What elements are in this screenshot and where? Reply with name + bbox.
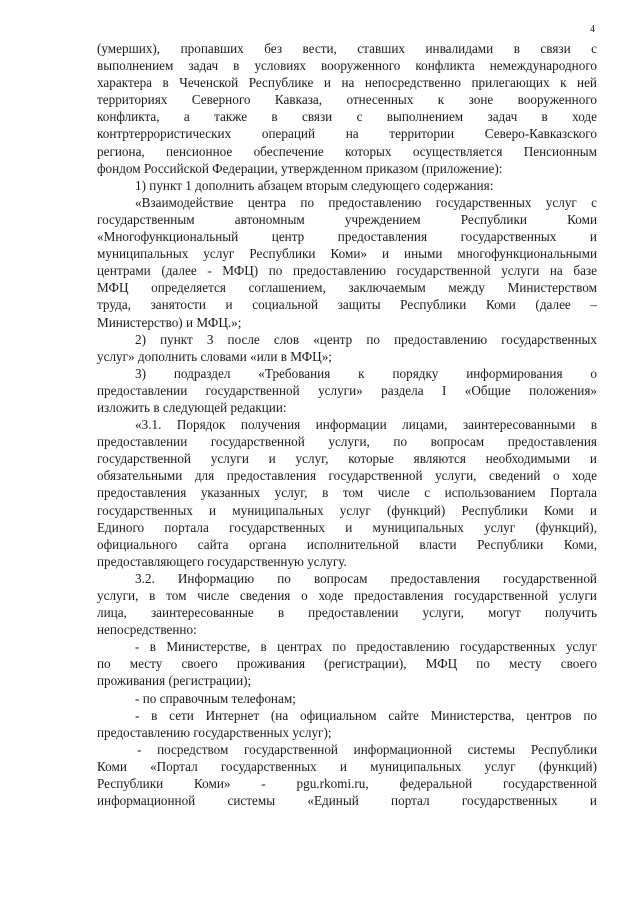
text-line: обязательными для предоставления государственной услуги, сведений о ходе xyxy=(97,468,597,484)
text-line: 3.2. Информацию по вопросам предоставления государственной xyxy=(135,570,597,586)
text-line: проживания (регистрации); xyxy=(97,673,252,689)
text-line: государственной услуги и услуг, которые являются необходимыми и xyxy=(97,451,597,467)
text-line: непосредственно: xyxy=(97,622,197,638)
text-line: выполнением задач в условиях вооруженного конфликта немеждународного xyxy=(97,58,597,74)
page-number: 4 xyxy=(590,24,595,35)
text-line: муниципальных услуг Республики Коми» и иными многофункциональными xyxy=(97,246,597,262)
text-line: конфликта, а также в связи с выполнением задач в ходе xyxy=(97,109,597,125)
text-line: Министерство) и МФЦ.»; xyxy=(97,314,242,330)
text-line: контртеррористических операций на территории Северо-Кавказского xyxy=(97,126,597,142)
text-line: изложить в следующей редакции: xyxy=(97,399,287,415)
text-line: фондом Российской Федерации, утвержденном приказом (приложение): xyxy=(97,160,503,176)
text-line: предоставления указанных услуг, в том числе с использованием Портала xyxy=(97,485,597,501)
text-line: «Многофункциональный центр предоставления государственных и xyxy=(97,229,597,245)
document-body xyxy=(97,40,597,809)
text-line: - по справочным телефонам; xyxy=(135,690,296,706)
text-line: Единого портала государственных и муниципальных услуг (функций), xyxy=(97,519,597,535)
text-line: региона, пенсионное обеспечение которых осуществляется Пенсионным xyxy=(97,143,597,159)
text-line: услуги, в том числе сведения о ходе предоставления государственной услуги xyxy=(97,588,597,603)
text-line: - в сети Интернет (на официальном сайте Министерства, центров по xyxy=(135,707,597,723)
text-line: центрами (далее - МФЦ) по предоставлению государственной услуги на базе xyxy=(97,263,597,279)
text-line: предоставлении государственной услуги» раздела I «Общие положения» xyxy=(97,382,597,398)
text-line: официального сайта органа исполнительной власти Республики Коми, xyxy=(97,536,597,552)
text-line: (умерших), пропавших без вести, ставших инвалидами в связи с xyxy=(97,41,597,56)
text-line: государственных и муниципальных услуг (функций) Республики Коми и xyxy=(97,502,597,518)
text-line: предоставляющего государственную услугу. xyxy=(97,553,347,569)
text-line: Республики Коми» - pgu.rkomi.ru, федеральной государственной xyxy=(97,776,597,792)
text-line: 3) подраздел «Требования к порядку информирования о xyxy=(135,365,597,381)
text-line: «Взаимодействие центра по предоставлению государственных услуг с xyxy=(135,194,597,210)
text-line: труда, занятости и социальной защиты Республики Коми (далее – xyxy=(97,297,597,313)
text-line: Коми «Портал государственных и муниципальных услуг (функций) xyxy=(97,758,597,774)
text-line: по месту своего проживания (регистрации), МФЦ по месту своего xyxy=(97,656,597,672)
text-line: государственным автономным учреждением Республики Коми xyxy=(97,211,597,227)
text-line: услуг» дополнить словами «или в МФЦ»; xyxy=(97,348,332,364)
text-line: 1) пункт 1 дополнить абзацем вторым следующего содержания: xyxy=(135,177,494,193)
text-line: лица, заинтересованные в предоставлении услуги, могут получить xyxy=(97,605,597,621)
text-line: «3.1. Порядок получения информации лицами, заинтересованными в xyxy=(135,417,597,433)
text-line: 2) пункт 3 после слов «центр по предоставлению государственных xyxy=(135,331,597,347)
text-line: - в Министерстве, в центрах по предоставлению государственных услуг xyxy=(135,639,597,655)
text-line: МФЦ определяется соглашением, заключаемым между Министерством xyxy=(97,280,597,296)
text-line: предоставлении государственной услуги, по вопросам предоставления xyxy=(97,434,597,450)
text-line: территориях Северного Кавказа, отнесенных к зоне вооруженного xyxy=(97,92,597,108)
text-line: характера в Чеченской Республике и на непосредственно прилегающих к ней xyxy=(97,75,597,91)
text-line: информационной системы «Единый портал государственных и xyxy=(97,793,597,809)
text-line: предоставлению государственных услуг); xyxy=(97,724,332,740)
text-line: - посредством государственной информационной системы Республики xyxy=(137,741,597,757)
